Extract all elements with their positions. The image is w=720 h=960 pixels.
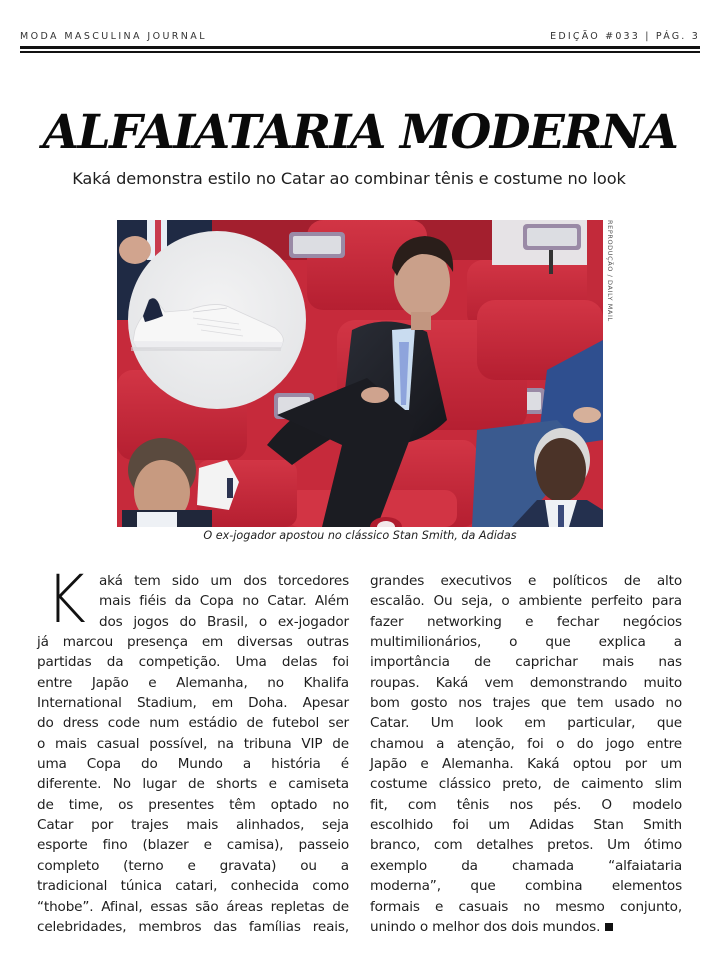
body-line: fazer networking e fechar negócios — [370, 613, 682, 630]
body-line: chamou a atenção, foi o do jogo entre — [370, 735, 682, 752]
body-line: Japão e Alemanha. Kaká optou por um — [370, 756, 682, 773]
header-rule-thin — [20, 51, 700, 53]
photo-caption: O ex-jogador apostou no clássico Stan Smith, da Adidas — [203, 529, 517, 542]
body-line-final-text: unindo o melhor dos dois mundos. — [370, 918, 601, 935]
body-line: completo (terno e gravata) ou a — [37, 857, 349, 874]
article-photo — [117, 220, 603, 527]
body-line: Catar por trajes mais alinhados, seja — [37, 817, 349, 834]
body-line: Catar. Um look em particular, que — [370, 715, 682, 732]
body-line: formais e casuais no mesmo conjunto, — [370, 898, 682, 915]
running-head-text — [20, 31, 700, 43]
body-line: uma Copa do Mundo a história é — [37, 756, 349, 773]
body-line: esporte fino (blazer e camisa), passeio — [37, 837, 349, 854]
headline: ALFAIATARIA MODERNA — [42, 105, 678, 160]
photo-credit — [603, 220, 617, 330]
body-line: grandes executivos e políticos de alto — [370, 573, 682, 589]
body-line: escolhido foi um Adidas Stan Smith — [370, 817, 682, 834]
body-line: International Stadium, em Doha. Apesar — [37, 695, 349, 712]
body-line: moderna”, que combina elementos — [370, 878, 682, 895]
issue-page-number: EDIÇÃO #033 | PÁG. 3 — [550, 31, 700, 42]
body-line: bom gosto nos trajes que tem usado no — [370, 695, 682, 712]
body-line: de time, os presentes têm optado no — [37, 796, 349, 813]
body-line: branco, com detalhes pretos. Um ótimo — [370, 837, 682, 854]
body-line: importância de caprichar mais nas — [370, 654, 682, 671]
photo-illustration — [117, 220, 603, 527]
body-line: entre Japão e Alemanha, no Khalifa — [37, 674, 349, 691]
body-line: escalão. Ou seja, o ambiente perfeito para — [370, 593, 682, 610]
body-line: partidas da competição. Uma delas foi — [37, 654, 349, 671]
drop-cap: K — [46, 561, 86, 638]
body-line: dos jogos do Brasil, o ex-jogador — [99, 613, 349, 630]
body-line: celebridades, membros das famílias reais, — [37, 918, 349, 935]
body-line: tradicional túnica catari, conhecida como — [37, 878, 349, 895]
body-line: costume clássico preto, de caimento slim — [370, 776, 682, 793]
body-line: exemplo da chamada “alfaiataria — [370, 857, 682, 874]
body-line: do dress code num estádio de futebol ser — [37, 715, 349, 732]
body-line: o mais casual possível, na tribuna VIP de — [37, 735, 349, 752]
end-mark-icon — [605, 923, 613, 931]
body-line: fit, com tênis nos pés. O modelo — [370, 796, 682, 813]
publication-name: MODA MASCULINA JOURNAL — [20, 31, 207, 42]
header-rule-thick — [20, 46, 700, 49]
body-column-right — [370, 571, 682, 937]
photo-credit-text: REPRODUÇÃO / DAILY MAIL — [606, 220, 614, 322]
body-line: multimilionários, o que explica a — [370, 634, 682, 651]
deck-subtitle: Kaká demonstra estilo no Catar ao combinar tênis e costume no look — [72, 169, 626, 188]
body-line: “thobe”. Afinal, essas são áreas repletas de — [37, 898, 349, 915]
body-line: diferente. No lugar de shorts e camiseta — [37, 776, 349, 793]
body-line: roupas. Kaká vem demonstrando muito — [370, 674, 682, 691]
body-line: já marcou presença em diversas outras — [37, 634, 349, 651]
body-line-final — [370, 917, 682, 937]
body-line: mais fiéis da Copa no Catar. Além — [99, 593, 349, 610]
body-column-left — [37, 561, 349, 937]
body-line: aká tem sido um dos torcedores — [99, 573, 349, 589]
